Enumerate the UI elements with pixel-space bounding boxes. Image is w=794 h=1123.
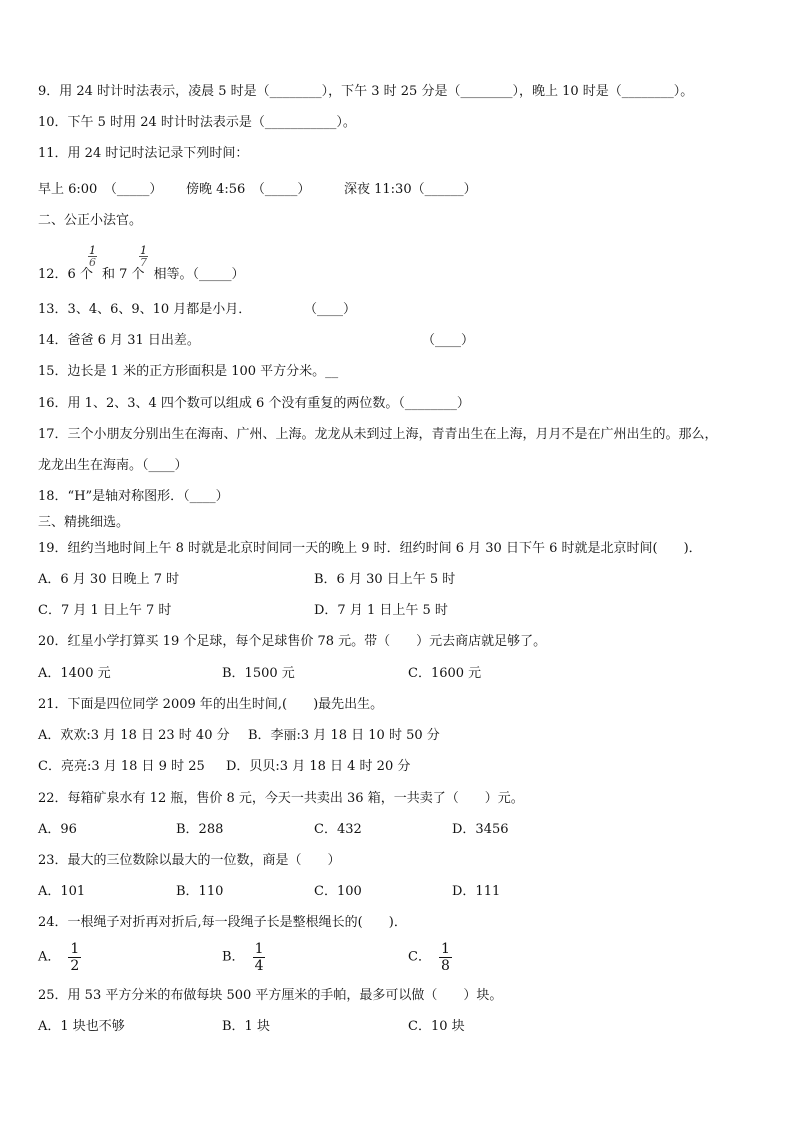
q12 bbox=[38, 267, 245, 283]
option-c: C．亮亮:3 月 18 日 9 时 25 bbox=[38, 759, 205, 774]
option-a: A．101 bbox=[38, 884, 86, 899]
fraction-numerator: 1 bbox=[440, 941, 450, 957]
q12-fraction-1 bbox=[88, 245, 97, 268]
fraction-numerator: 1 bbox=[70, 941, 80, 957]
q19: 19．纽约当地时间上午 8 时就是北京时间同一天的晚上 9 时．纽约时间 6 月 30 日下午 6 时就是北京时间( )． bbox=[38, 541, 702, 556]
option-label: B． bbox=[222, 949, 245, 965]
q14 bbox=[38, 333, 475, 349]
fraction-numerator: 1 bbox=[140, 244, 147, 257]
q14-text: 14．爸爸 6 月 31 日出差。 bbox=[38, 333, 200, 348]
q25: 25．用 53 平方分米的布做每块 500 平方厘米的手帕，最多可以做（ ）块。 bbox=[38, 988, 503, 1003]
fraction-denominator: 4 bbox=[254, 958, 264, 974]
q21: 21．下面是四位同学 2009 年的出生时间,( )最先出生。 bbox=[38, 697, 384, 712]
fraction-denominator: 7 bbox=[140, 256, 147, 269]
q20: 20．红星小学打算买 19 个足球，每个足球售价 78 元。带（ ）元去商店就足够了。 bbox=[38, 634, 547, 649]
q17-line-1: 17．三个小朋友分别出生在海南、广州、上海。龙龙从未到过上海，青青出生在上海，月月不是在广州出生的。那么， bbox=[38, 427, 718, 442]
section-3-heading: 三、精挑细选。 bbox=[38, 515, 130, 530]
fraction-denominator: 2 bbox=[70, 958, 80, 974]
option-a bbox=[38, 941, 81, 974]
option-b: B．110 bbox=[176, 884, 224, 899]
fraction-denominator: 6 bbox=[89, 256, 96, 269]
q16: 16．用 1、2、3、4 四个数可以组成 6 个没有重复的两位数。（________） bbox=[38, 396, 470, 411]
option-b: B．1 块 bbox=[222, 1019, 270, 1034]
option-b: B．李丽:3 月 18 日 10 时 50 分 bbox=[248, 728, 440, 743]
q12-fraction-2 bbox=[139, 245, 148, 268]
q18: 18．“H”是轴对称图形．（____） bbox=[38, 489, 229, 504]
q17-line-2: 龙龙出生在海南。（____） bbox=[38, 458, 188, 473]
q15: 15．边长是 1 米的正方形面积是 100 平方分米。__ bbox=[38, 364, 339, 379]
q12-text-b: 和 7 个 bbox=[101, 267, 145, 282]
q13-blank: （____） bbox=[304, 302, 357, 317]
option-c: C．432 bbox=[314, 822, 362, 837]
option-d: D．7 月 1 日上午 5 时 bbox=[314, 603, 448, 618]
option-label: A． bbox=[38, 949, 61, 965]
fraction-numerator: 1 bbox=[254, 941, 264, 957]
option-c: C．10 块 bbox=[408, 1019, 465, 1034]
q13 bbox=[38, 302, 357, 318]
option-b bbox=[222, 941, 265, 974]
q11: 11．用 24 时记时法记录下列时间： bbox=[38, 146, 249, 161]
q12-text-a: 12．6 个 bbox=[38, 267, 93, 282]
fraction bbox=[439, 941, 452, 974]
option-b: B．6 月 30 日上午 5 时 bbox=[314, 572, 456, 587]
fraction bbox=[253, 941, 266, 974]
q14-blank: （____） bbox=[422, 333, 475, 348]
q12-text-c: 相等。（_____） bbox=[153, 267, 245, 282]
option-d: D．贝贝:3 月 18 日 4 时 20 分 bbox=[226, 759, 411, 774]
option-a: A．1 块也不够 bbox=[38, 1019, 125, 1034]
option-c bbox=[408, 941, 452, 974]
option-d: D．3456 bbox=[452, 822, 509, 837]
q22: 22．每箱矿泉水有 12 瓶，售价 8 元，今天一共卖出 36 箱，一共卖了（ ）元。 bbox=[38, 791, 524, 806]
option-a: A．6 月 30 日晚上 7 时 bbox=[38, 572, 180, 587]
option-c: C．100 bbox=[314, 884, 362, 899]
option-c: C．7 月 1 日上午 7 时 bbox=[38, 603, 172, 618]
q11-item: 早上 6:00 （_____） bbox=[38, 182, 163, 197]
fraction-denominator: 8 bbox=[440, 958, 450, 974]
option-b: B．288 bbox=[176, 822, 224, 837]
fraction-numerator: 1 bbox=[89, 244, 96, 257]
section-2-heading: 二、公正小法官。 bbox=[38, 213, 143, 228]
option-a: A．1400 元 bbox=[38, 666, 111, 681]
q24: 24．一根绳子对折再对折后,每一段绳子长是整根绳长的( )． bbox=[38, 915, 407, 930]
option-b: B．1500 元 bbox=[222, 666, 295, 681]
option-c: C．1600 元 bbox=[408, 666, 482, 681]
q23: 23．最大的三位数除以最大的一位数，商是（ ） bbox=[38, 853, 341, 868]
fraction bbox=[68, 941, 81, 974]
q9: 9．用 24 时计时法表示，凌晨 5 时是（________），下午 3 时 25 分是（________），晚上 10 时是（________）。 bbox=[38, 84, 694, 99]
q11-item: 深夜 11:30（______） bbox=[344, 182, 477, 197]
option-d: D．111 bbox=[452, 884, 501, 899]
option-a: A．欢欢:3 月 18 日 23 时 40 分 bbox=[38, 728, 230, 743]
option-label: C． bbox=[408, 949, 431, 965]
q13-text: 13．3、4、6、9、10 月都是小月． bbox=[38, 302, 252, 317]
q11-item: 傍晚 4:56 （_____） bbox=[186, 182, 311, 197]
q10: 10．下午 5 时用 24 时计时法表示是（___________）。 bbox=[38, 115, 356, 130]
option-a: A．96 bbox=[38, 822, 77, 837]
